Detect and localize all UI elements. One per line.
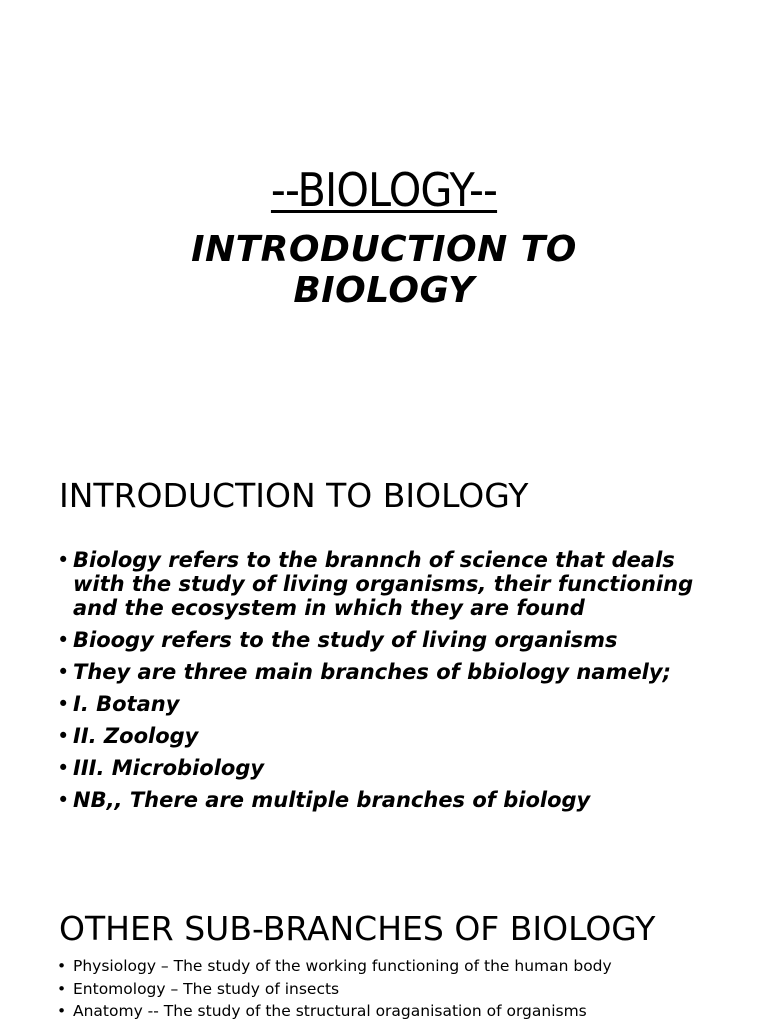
- bullet-item: • I. Botany: [56, 692, 706, 716]
- bullet-item: • NB,, There are multiple branches of biology: [56, 788, 706, 812]
- bullet-item: • III. Microbiology: [56, 756, 706, 780]
- bullet-item: • Physiology – The study of the working functioning of the human body: [56, 955, 736, 978]
- title-slide: [0, 0, 768, 430]
- slide-title: --BIOLOGY--: [270, 163, 498, 217]
- bullet-item: • They are three main branches of bbiology namely;: [56, 660, 706, 684]
- bullet-list: [56, 548, 706, 820]
- bullet-item: • II. Zoology: [56, 724, 706, 748]
- bullet-item: • Biology refers to the brannch of science that deals with the study of living organisms, their functioning and the ecosystem in which they are found: [56, 548, 706, 620]
- slide-heading: OTHER SUB-BRANCHES OF BIOLOGY: [59, 909, 656, 948]
- bullet-item: • Anatomy -- The study of the structural oraganisation of organisms: [56, 1000, 736, 1023]
- bullet-list: [56, 955, 736, 1023]
- bullet-item: • Entomology – The study of insects: [56, 978, 736, 1001]
- bullet-item: • Bioogy refers to the study of living organisms: [56, 628, 706, 652]
- slide-heading: INTRODUCTION TO BIOLOGY: [59, 476, 529, 515]
- slide-subtitle: INTRODUCTION TO BIOLOGY: [191, 229, 577, 311]
